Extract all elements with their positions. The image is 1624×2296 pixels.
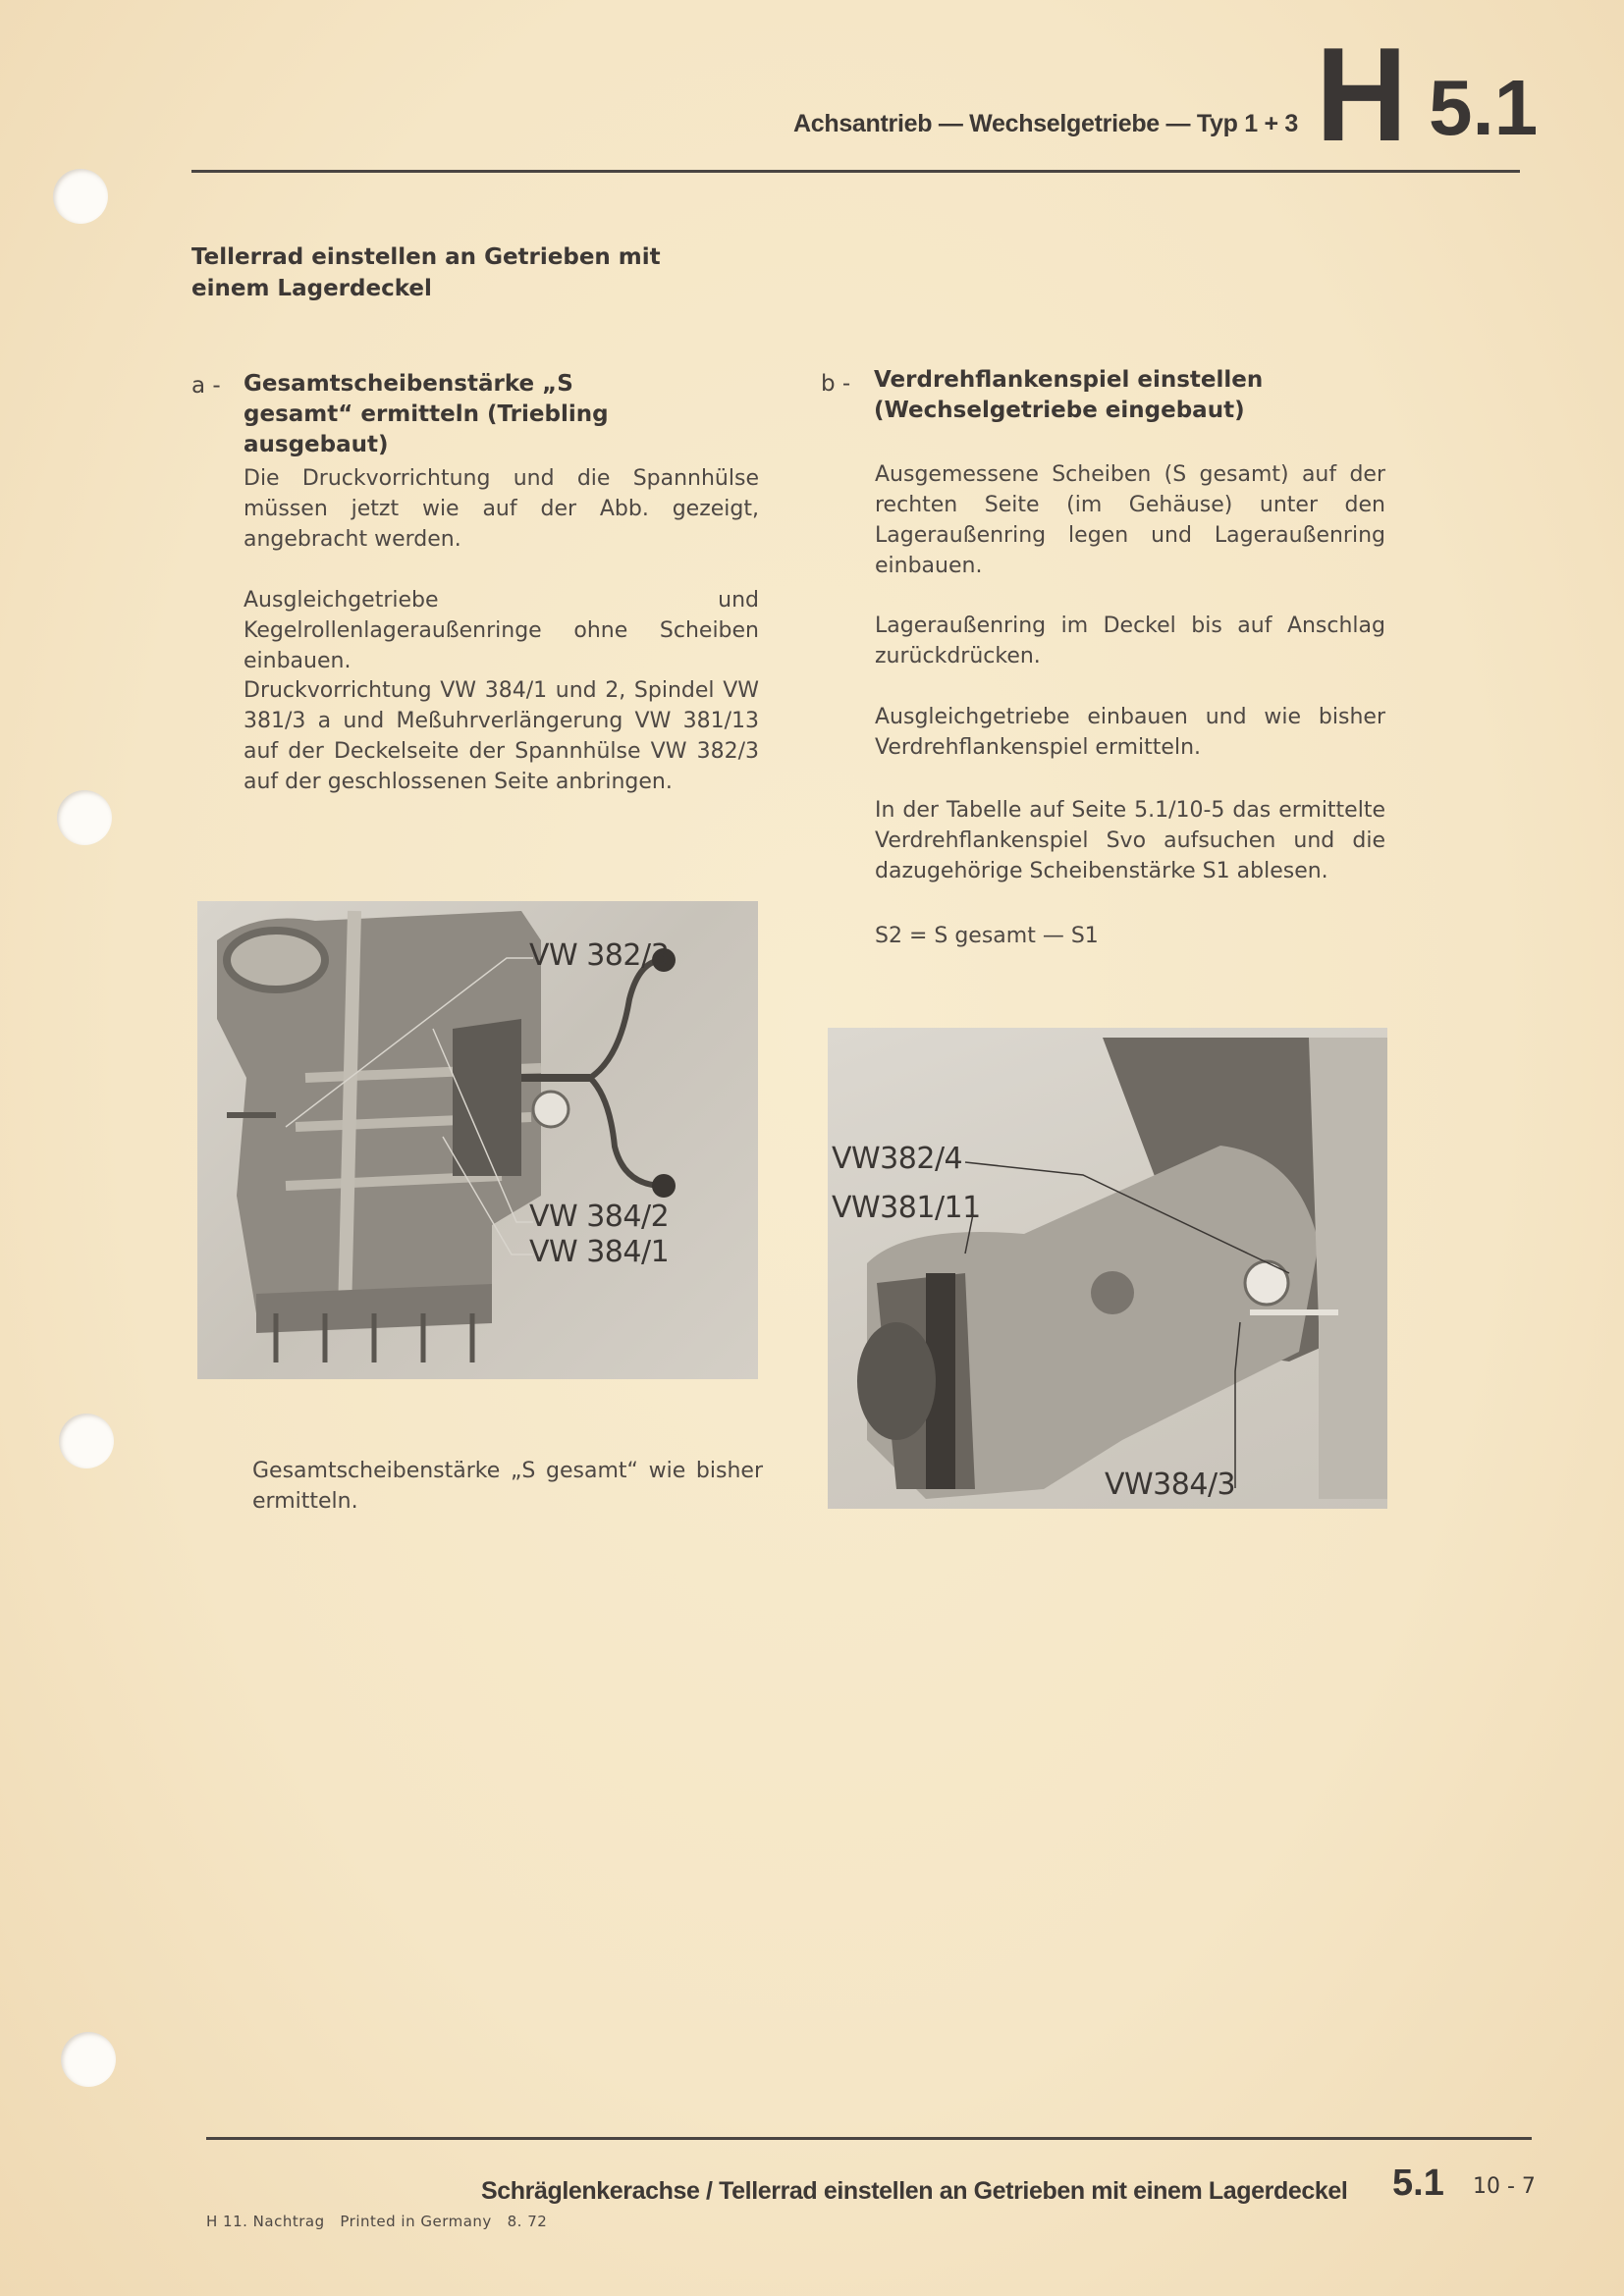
- footer-rule: [206, 2137, 1532, 2140]
- section-b-letter: b -: [821, 371, 851, 397]
- section-b-paragraph: Lageraußenring im Deckel bis auf Anschlag zurückdrücken.: [875, 614, 1385, 668]
- footer-section-number: 5.1: [1392, 2163, 1444, 2204]
- section-b-paragraph: Ausgleichgetriebe einbauen und wie bisher Verdrehflankenspiel ermitteln.: [875, 705, 1385, 760]
- gearbox-photo-illustration: [828, 1028, 1387, 1509]
- header-section-text: Achsantrieb — Wechselgetriebe — Typ 1 + 3: [793, 110, 1299, 137]
- section-b-heading: Verdrehflankenspiel einstellen (Wechselgetriebe eingebaut): [874, 367, 1264, 423]
- section-a-paragraph: Die Druckvorrichtung und die Spannhülse müssen jetzt wie auf der Abb. gezeigt, angebracht werden.: [244, 466, 759, 552]
- binder-hole: [57, 790, 112, 845]
- binder-hole: [61, 2032, 116, 2087]
- header-rule: [191, 170, 1520, 173]
- header-group-number: 5.1: [1429, 64, 1539, 151]
- section-a-heading: Gesamtscheibenstärke „S gesamt“ ermitteln (Triebling ausgebaut): [244, 371, 609, 457]
- binder-hole: [59, 1414, 114, 1468]
- figure-gearbox-press-tool: [197, 901, 758, 1379]
- section-a-paragraph: Druckvorrichtung VW 384/1 und 2, Spindel VW 381/3 a und Meßuhrverlängerung VW 381/13 auf der Deckelseite der Spannhülse VW 382/3 auf der geschlossenen Seite anbringen.: [244, 678, 759, 794]
- section-a-letter: a -: [191, 373, 221, 399]
- section-a-paragraph: Ausgleichgetriebe und Kegelrollenlageraußenringe ohne Scheiben einbauen.: [244, 588, 759, 673]
- figure-label: VW 384/2: [529, 1200, 670, 1234]
- figure-label: VW 384/1: [529, 1235, 670, 1269]
- section-b-paragraph: In der Tabelle auf Seite 5.1/10-5 das ermittelte Verdrehflankenspiel Svo aufsuchen und die dazugehörige Scheibenstärke S1 ablesen.: [875, 798, 1385, 883]
- figure-label: VW382/4: [832, 1142, 963, 1176]
- footer-title: Schräglenkerachse / Tellerrad einstellen an Getrieben mit einem Lagerdeckel: [481, 2177, 1348, 2205]
- page-title: Tellerrad einstellen an Getrieben mit einem Lagerdeckel: [191, 244, 661, 301]
- figure-installed-gearbox: [828, 1028, 1387, 1509]
- figure-caption: Gesamtscheibenstärke „S gesamt“ wie bisher ermitteln.: [252, 1459, 763, 1514]
- figure-label: VW381/11: [832, 1191, 981, 1225]
- binder-hole: [53, 169, 108, 224]
- formula: S2 = S gesamt — S1: [875, 924, 1099, 948]
- footer-imprint: H 11. Nachtrag Printed in Germany 8. 72: [206, 2213, 548, 2230]
- header-group-letter: H: [1316, 20, 1408, 169]
- gearbox-photo-illustration: [197, 901, 758, 1379]
- figure-label: VW384/3: [1105, 1468, 1236, 1502]
- section-b-paragraph: Ausgemessene Scheiben (S gesamt) auf der rechten Seite (im Gehäuse) unter den Lageraußenring legen und Lageraußenring einbauen.: [875, 462, 1385, 578]
- figure-label: VW 382/3: [529, 938, 670, 973]
- page-number: 10 - 7: [1473, 2174, 1536, 2199]
